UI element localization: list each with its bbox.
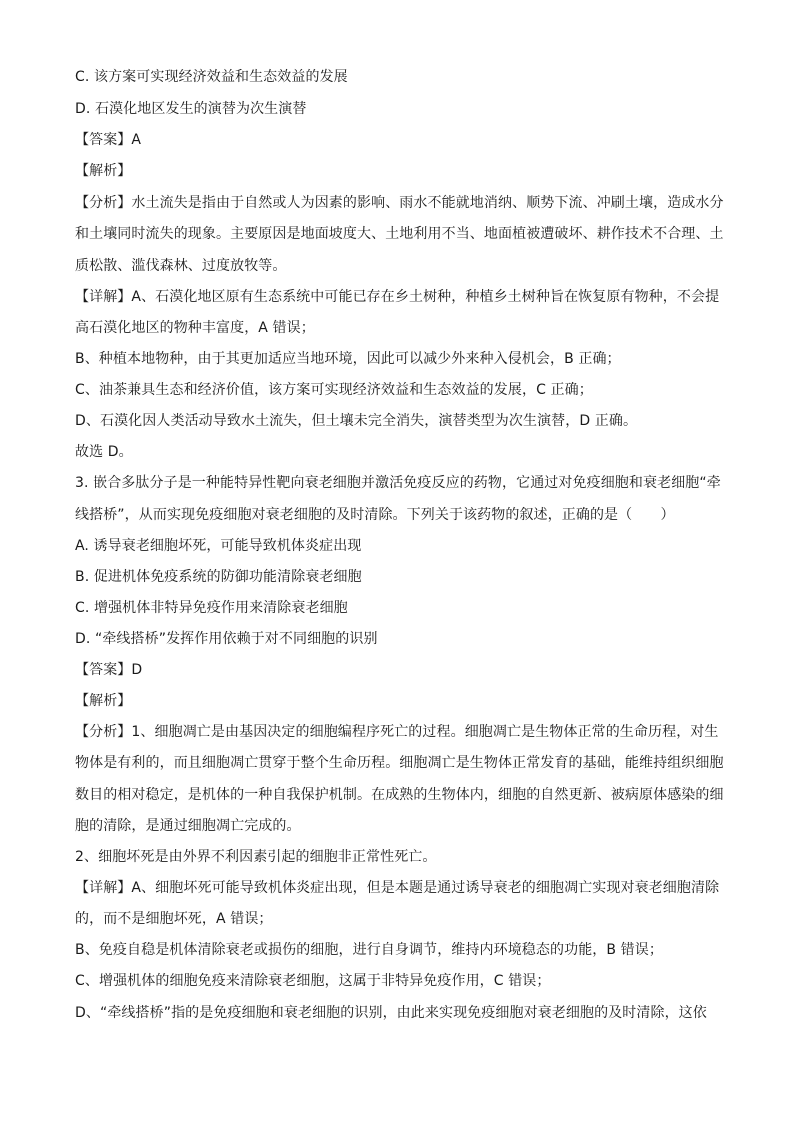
text-line: 的，而不是细胞坏死，A 错误； bbox=[75, 911, 273, 927]
text-line: 故选 D。 bbox=[75, 444, 133, 460]
text-line: 【分析】1、细胞凋亡是由基因决定的细胞编程序死亡的过程。细胞凋亡是生物体正常的生命历程，对生 bbox=[75, 724, 719, 740]
text-line: 物体是有利的，而且细胞凋亡贯穿于整个生命历程。细胞凋亡是生物体正常发育的基础，能维持组织细胞 bbox=[75, 755, 724, 771]
text-line: D. 石漠化地区发生的演替为次生演替 bbox=[75, 101, 307, 117]
text-line: 【分析】水土流失是指由于自然或人为因素的影响、雨水不能就地消纳、顺势下流、冲刷土壤，造成水分 bbox=[75, 195, 724, 211]
text-line: 【详解】A、细胞坏死可能导致机体炎症出现，但是本题是通过诱导衰老的细胞凋亡实现对衰老细胞清除 bbox=[75, 880, 720, 896]
text-line: A. 诱导衰老细胞坏死，可能导致机体炎症出现 bbox=[75, 538, 362, 554]
text-line: 【答案】A bbox=[75, 132, 142, 148]
text-line: C、油茶兼具生态和经济价值，该方案可实现经济效益和生态效益的发展，C 正确； bbox=[75, 382, 593, 398]
text-line: C. 增强机体非特异免疫作用来清除衰老细胞 bbox=[75, 600, 348, 616]
text-line: D、石漠化因人类活动导致水土流失，但土壤未完全消失，演替类型为次生演替，D 正确。 bbox=[75, 413, 638, 429]
text-line: 胞的清除，是通过细胞凋亡完成的。 bbox=[75, 818, 301, 834]
text-line: 质松散、滥伐森林、过度放牧等。 bbox=[75, 258, 287, 274]
text-line: 【详解】A、石漠化地区原有生态系统中可能已存在乡土树种，种植乡土树种旨在恢复原有物种，不会提 bbox=[75, 289, 720, 305]
text-line: D. “牵线搭桥”发挥作用依赖于对不同细胞的识别 bbox=[75, 631, 378, 647]
text-line: 3. 嵌合多肽分子是一种能特异性靶向衰老细胞并激活免疫反应的药物，它通过对免疫细胞和衰老细胞“牵 bbox=[75, 475, 721, 491]
text-line: 数目的相对稳定，是机体的一种自我保护机制。在成熟的生物体内，细胞的自然更新、被病原体感染的细 bbox=[75, 787, 724, 803]
text-line: 和土壤同时流失的现象。主要原因是地面坡度大、土地利用不当、地面植被遭破坏、耕作技术不合理、土 bbox=[75, 226, 724, 242]
text-line: 【解析】 bbox=[75, 163, 132, 179]
text-line: 线搭桥”，从而实现免疫细胞对衰老细胞的及时清除。下列关于该药物的叙述，正确的是（ ） bbox=[75, 507, 675, 523]
text-line: 高石漠化地区的物种丰富度，A 错误； bbox=[75, 320, 315, 336]
text-line: C. 该方案可实现经济效益和生态效益的发展 bbox=[75, 69, 348, 85]
text-line: B、免疫自稳是机体清除衰老或损伤的细胞，进行自身调节，维持内环境稳态的功能，B 错误； bbox=[75, 942, 663, 958]
text-line: 2、细胞坏死是由外界不利因素引起的细胞非正常性死亡。 bbox=[75, 849, 437, 865]
text-line: C、增强机体的细胞免疫来清除衰老细胞，这属于非特异免疫作用，C 错误； bbox=[75, 973, 551, 989]
text-line: B. 促进机体免疫系统的防御功能清除衰老细胞 bbox=[75, 569, 362, 585]
text-line: D、“牵线搭桥”指的是免疫细胞和衰老细胞的识别，由此来实现免疫细胞对衰老细胞的及时清除，这依 bbox=[75, 1005, 707, 1021]
text-line: 【答案】D bbox=[75, 662, 143, 678]
text-line: B、种植本地物种，由于其更加适应当地环境，因此可以减少外来种入侵机会，B 正确； bbox=[75, 351, 621, 367]
text-line: 【解析】 bbox=[75, 693, 132, 709]
